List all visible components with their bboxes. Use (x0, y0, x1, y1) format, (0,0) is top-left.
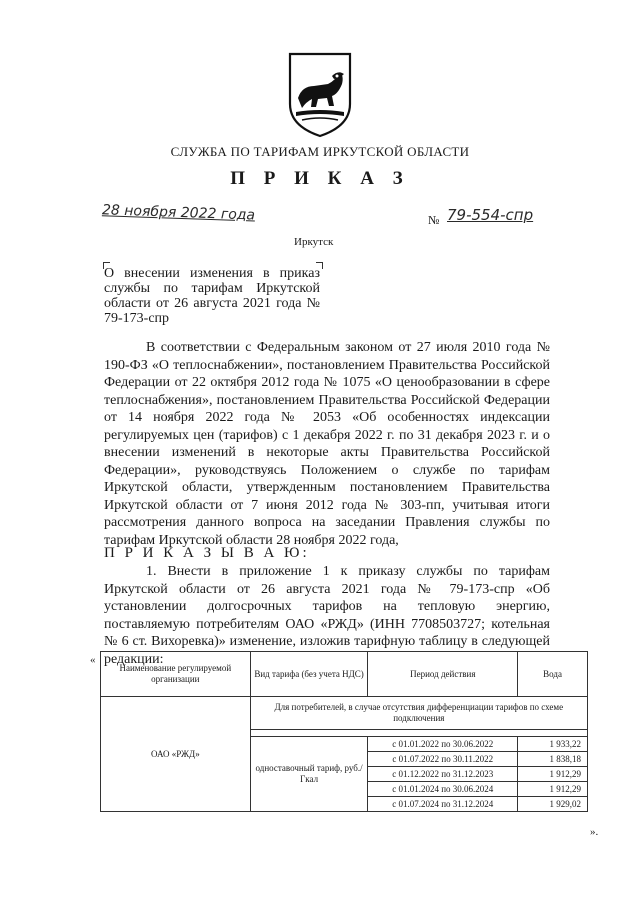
document-type: П Р И К А З (230, 168, 410, 189)
coat-of-arms-icon (288, 52, 352, 138)
tariff-type-cell: одноставочный тариф, руб./Гкал (250, 737, 368, 812)
header-tariff-type: Вид тарифа (без учета НДС) (250, 652, 368, 697)
orders-heading: П Р И К А З Ы В А Ю: (104, 545, 310, 561)
period-cell: с 01.01.2022 по 30.06.2022 (368, 737, 518, 752)
city-name: Иркутск (294, 236, 334, 248)
value-cell: 1 838,18 (518, 752, 588, 767)
period-cell: с 01.01.2024 по 30.06.2024 (368, 782, 518, 797)
value-cell: 1 912,29 (518, 782, 588, 797)
spacer-cell (250, 730, 587, 737)
header-water: Вода (518, 652, 588, 697)
period-cell: с 01.07.2024 по 31.12.2024 (368, 797, 518, 812)
condition-cell: Для потребителей, в случае отсутствия дифференциации тарифов по схеме подключения (250, 697, 587, 730)
agency-title: СЛУЖБА ПО ТАРИФАМ ИРКУТСКОЙ ОБЛАСТИ (170, 144, 470, 159)
item-1-paragraph: 1. Внести в приложение 1 к приказу службы по тарифам Иркутской области от 26 августа 2021 года № 79-173-спр «Об установлении долгосрочных тарифов на тепловую энергию, поставляемую потребителям ОАО «РЖД» (ИНН 7708503727; котельная № 6 ст. Вихоревка)» изменение, изложив тарифную таблицу в следующей редакции: (104, 564, 550, 667)
organization-cell: ОАО «РЖД» (101, 697, 251, 812)
value-cell: 1 912,29 (518, 767, 588, 782)
period-cell: с 01.07.2022 по 30.11.2022 (368, 752, 518, 767)
handwritten-date: 28 ноября 2022 года (101, 202, 256, 224)
table-header-row (101, 652, 588, 697)
tariff-table (100, 651, 588, 812)
period-cell: с 01.12.2022 по 31.12.2023 (368, 767, 518, 782)
number-prefix: № (428, 213, 440, 227)
order-subject: О внесении изменения в приказ службы по тарифам Иркутской области от 26 августа 2021 года № 79-173-спр (104, 266, 320, 326)
table-row (101, 697, 588, 730)
quote-open: « (90, 654, 96, 666)
preamble-paragraph: В соответствии с Федеральным законом от 27 июля 2010 года № 190-ФЗ «О теплоснабжении», постановлением Правительства Российской Федерации от 22 октября 2012 года № 1075 «О ценообразовании в сфере теплоснабжения», постановлением Правительства Российской Федерации от 14 ноября 2022 года № 2053 «Об особенностях индексации регулируемых цен (тарифов) с 1 декабря 2022 г. по 31 декабря 2023 г. и о внесении изменений в некоторые акты Правительства Российской Федерации», руководствуясь Положением о службе по тарифам Иркутской области, утвержденным постановлением Правительства Иркутской области от 7 июня 2012 года № 303-пп, учитывая итоги рассмотрения данного вопроса на заседании Правления службы по тарифам Иркутской области 28 ноября 2022 года, (104, 340, 550, 548)
value-cell: 1 933,22 (518, 737, 588, 752)
handwritten-order-number: 79-554-спр (447, 206, 534, 224)
header-organization: Наименование регулируемой организации (101, 652, 251, 697)
value-cell: 1 929,02 (518, 797, 588, 812)
header-period: Период действия (368, 652, 518, 697)
quote-close: ». (590, 826, 599, 838)
